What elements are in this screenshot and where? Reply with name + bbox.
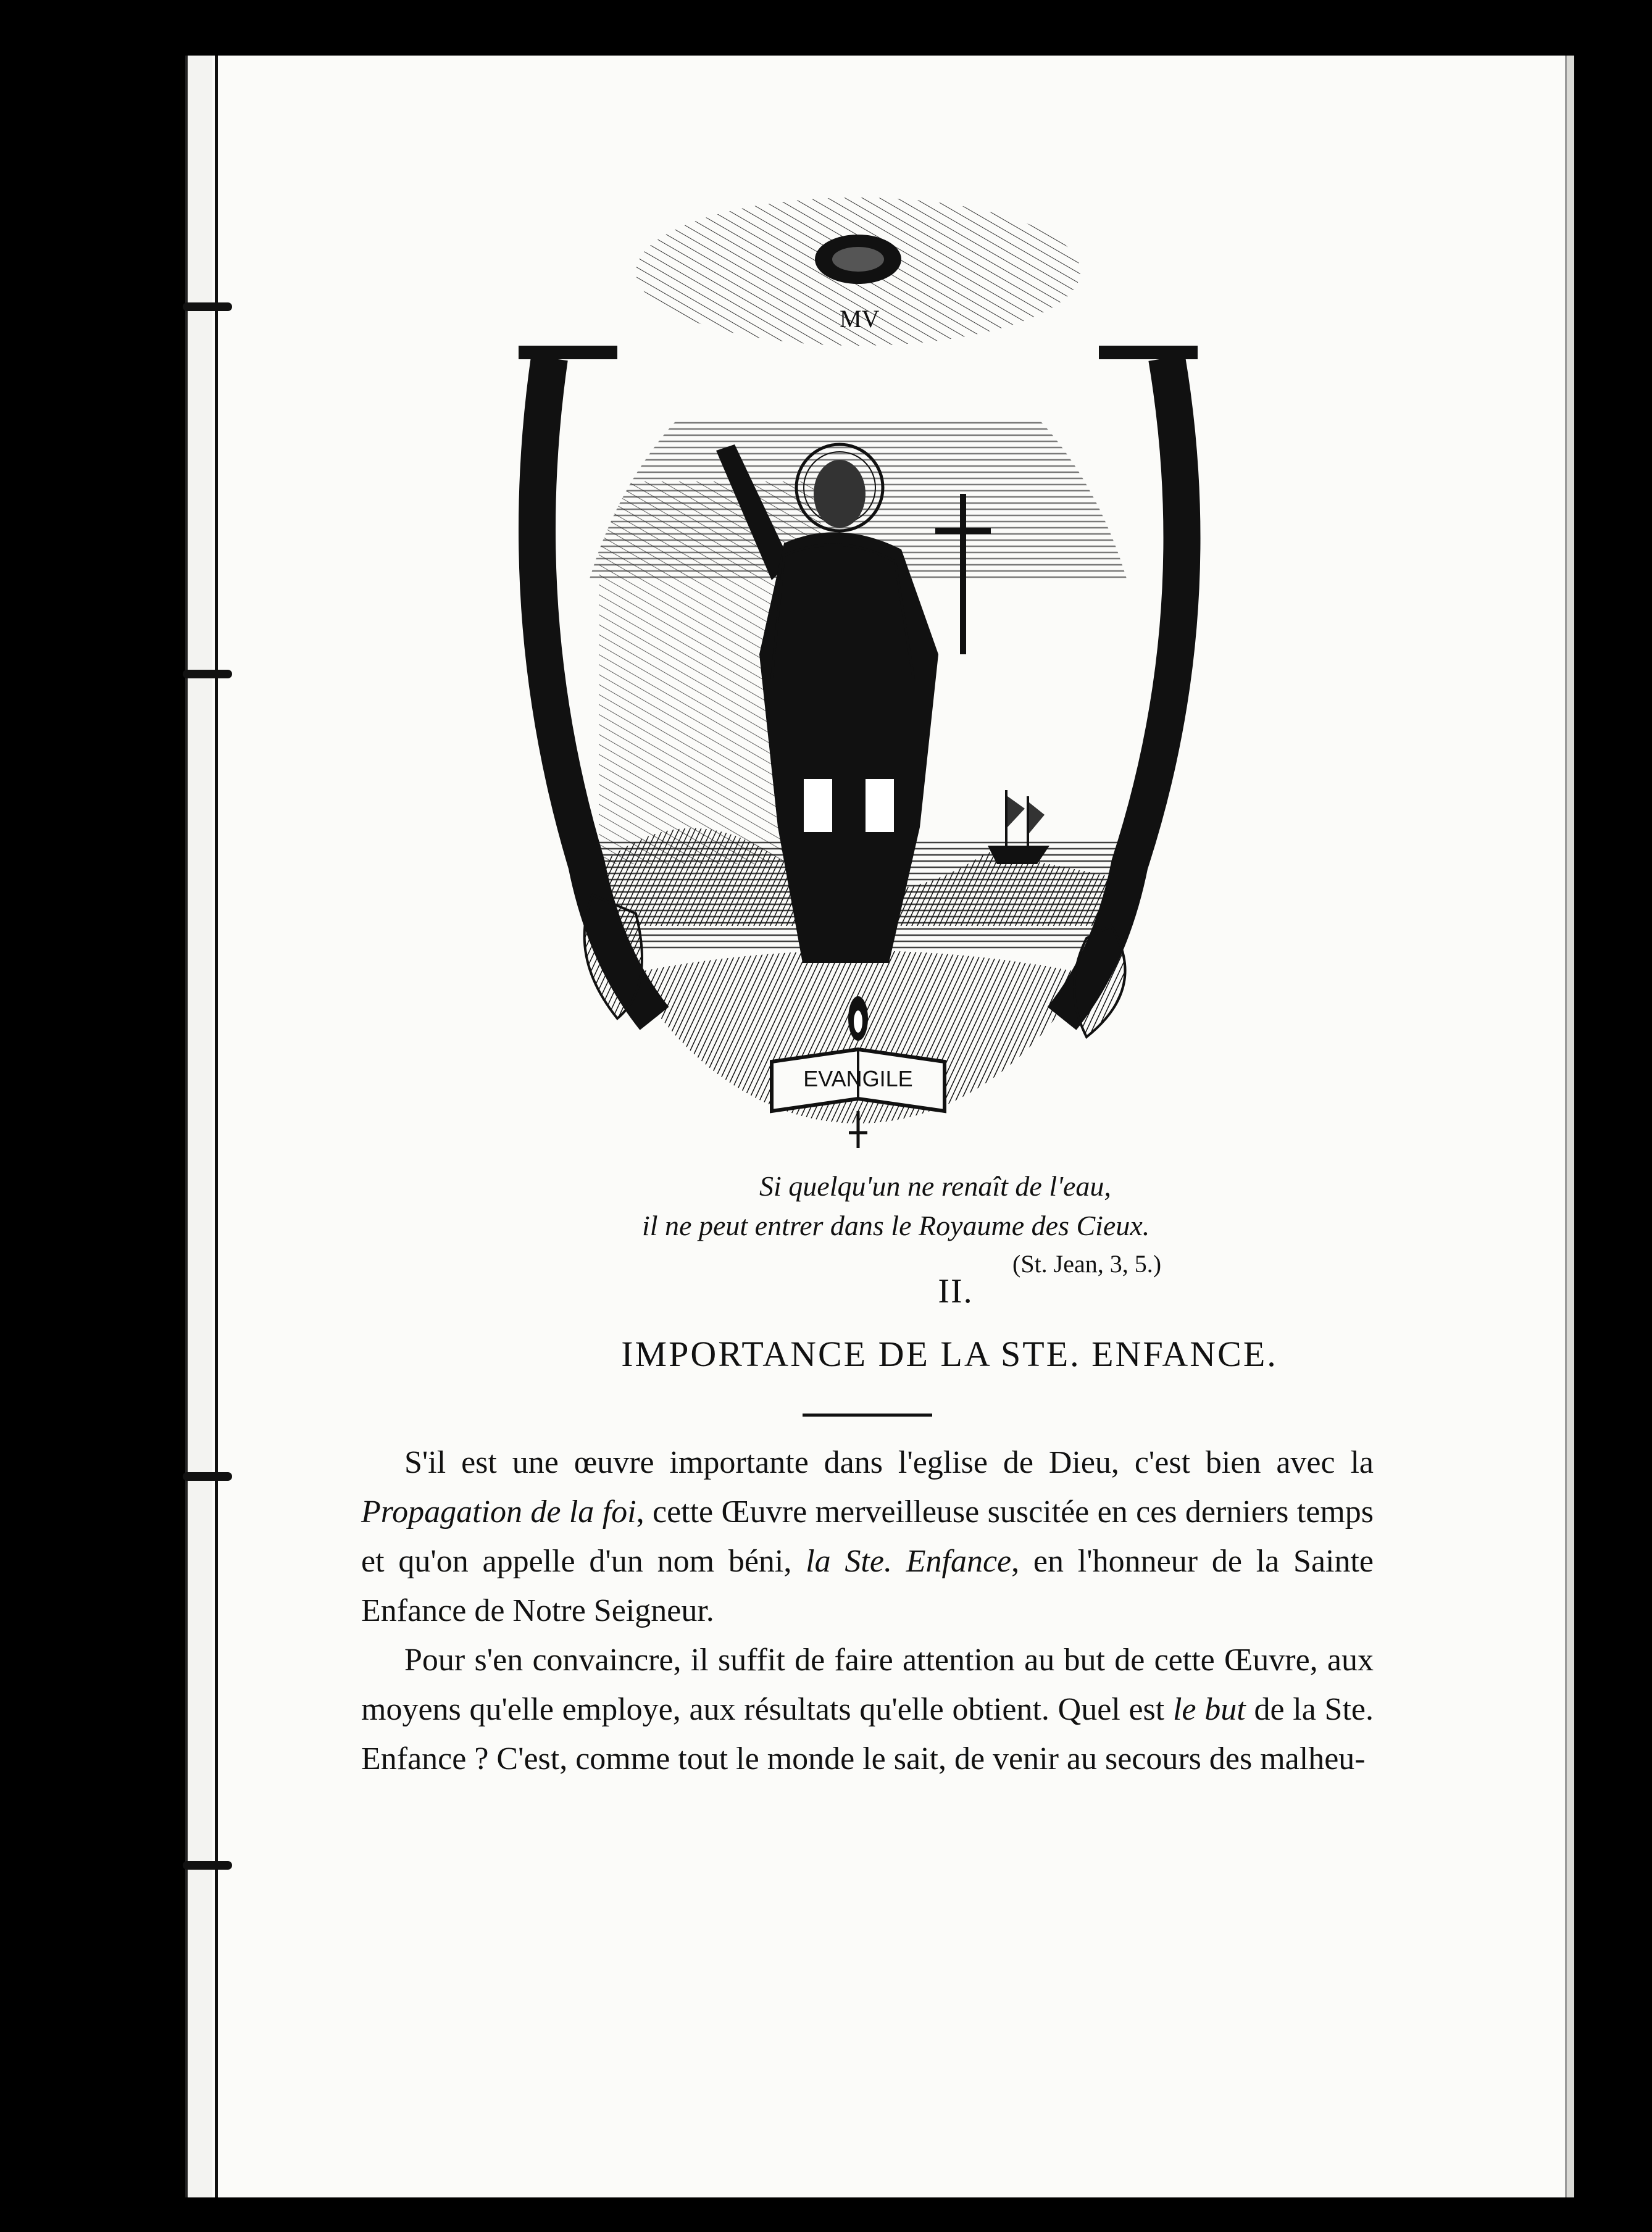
binding-stitch xyxy=(183,1861,232,1870)
page-edge xyxy=(1565,56,1574,2197)
caption-line-2: il ne peut entrer dans le Royaume des Cieux. xyxy=(642,1210,1150,1241)
binding-stitch xyxy=(183,670,232,678)
section-title: IMPORTANCE DE LA STE. ENFANCE. xyxy=(621,1334,1278,1374)
illustration-caption xyxy=(642,1167,1383,1283)
paragraph-2-text: de la Ste. Enfance ? C'est, comme tout le monde le sait, de venir au secours des malheu- xyxy=(361,1692,1374,1776)
saint-engraving-illustration xyxy=(494,185,1222,1148)
title-rule xyxy=(803,1414,932,1417)
body-text xyxy=(361,1438,1374,1784)
paragraph-2-emphasis: le but xyxy=(1172,1692,1246,1727)
paragraph-1-emphasis: la Ste. Enfance xyxy=(806,1544,1012,1579)
paragraph-1-text: S'il est une œuvre importante dans l'eglise de Dieu, c'est bien avec la xyxy=(404,1445,1374,1480)
foliage-left-icon xyxy=(585,895,642,1018)
caption-line-1: Si quelqu'un ne renaît de l'eau, xyxy=(759,1170,1111,1202)
paragraph-1-text: , cette Œuvre merveilleuse suscitée en ces derniers temps et qu'on appelle d'un nom béni, xyxy=(361,1494,1374,1579)
binding-stitch xyxy=(183,302,232,311)
monogram-text: MV xyxy=(840,305,880,333)
paragraph-2 xyxy=(361,1636,1374,1784)
radiant-glory-icon xyxy=(636,198,1080,346)
binding-stitch xyxy=(183,1472,232,1481)
paragraph-1-text: , en l'honneur de la Sainte Enfance de Notre Seigneur. xyxy=(361,1544,1374,1628)
section-number: II. xyxy=(938,1272,974,1310)
paragraph-1-emphasis: Propagation de la foi xyxy=(361,1494,636,1530)
caption-reference: (St. Jean, 3, 5.) xyxy=(1012,1250,1162,1278)
book-label-text: EVANGILE xyxy=(803,1066,913,1091)
paragraph-1 xyxy=(361,1438,1374,1636)
page-gutter xyxy=(185,56,212,2197)
binding-line xyxy=(215,56,218,2197)
paragraph-2-text: Pour s'en convaincre, il suffit de faire attention au but de cette Œuvre, aux moyens qu'elle employe, aux résultats qu'elle obtient. Quel est xyxy=(361,1643,1374,1727)
